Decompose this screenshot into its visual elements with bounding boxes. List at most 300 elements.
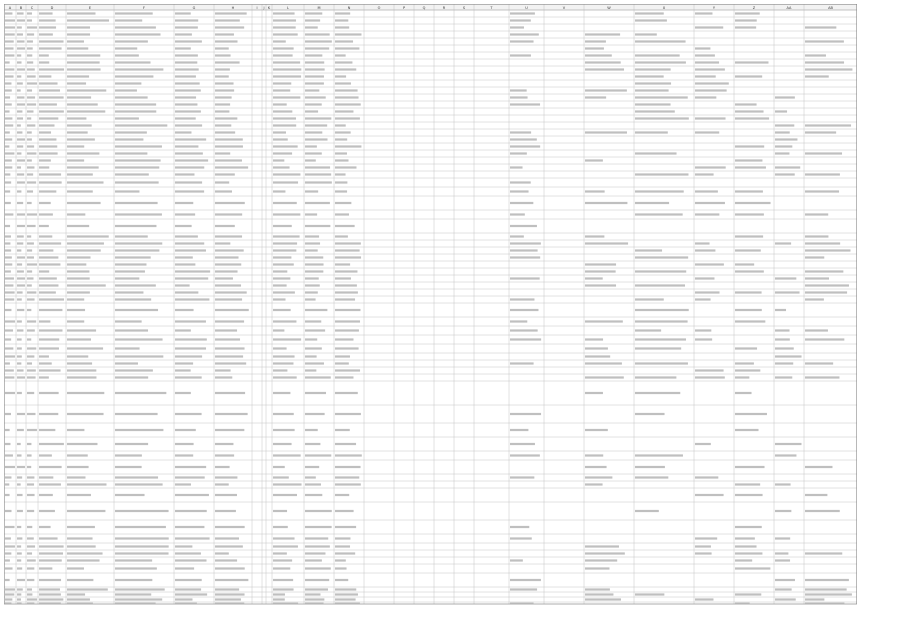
cell-text[interactable] (115, 124, 167, 126)
cell-text[interactable] (67, 12, 96, 14)
cell-text[interactable] (67, 89, 106, 91)
cell-text[interactable] (67, 537, 93, 539)
cell-text[interactable] (27, 494, 35, 496)
cell-text[interactable] (585, 68, 624, 70)
cell-text[interactable] (215, 376, 232, 378)
cell-text[interactable] (39, 579, 61, 581)
cell-text[interactable] (17, 277, 25, 279)
cell-text[interactable] (510, 225, 537, 227)
cell-text[interactable] (510, 454, 540, 456)
cell-text[interactable] (805, 242, 840, 244)
cell-text[interactable] (39, 131, 51, 133)
cell-text[interactable] (510, 40, 534, 42)
cell-text[interactable] (215, 75, 229, 77)
cell-text[interactable] (510, 96, 528, 98)
cell-text[interactable] (5, 117, 12, 119)
cell-text[interactable] (39, 190, 56, 192)
cell-text[interactable] (115, 476, 158, 478)
cell-text[interactable] (735, 494, 763, 496)
cell-text[interactable] (67, 362, 92, 364)
cell-text[interactable] (735, 413, 767, 415)
cell-text[interactable] (27, 320, 36, 322)
cell-text[interactable] (305, 225, 330, 227)
cell-text[interactable] (17, 159, 25, 161)
cell-text[interactable] (305, 537, 328, 539)
cell-text[interactable] (585, 61, 621, 63)
cell-text[interactable] (635, 413, 665, 415)
cell-text[interactable] (67, 329, 96, 331)
cell-text[interactable] (17, 249, 21, 251)
cell-text[interactable] (17, 181, 25, 183)
cell-text[interactable] (510, 298, 534, 300)
cell-text[interactable] (39, 12, 53, 14)
cell-text[interactable] (305, 263, 324, 265)
cell-text[interactable] (115, 166, 159, 168)
cell-text[interactable] (17, 40, 25, 42)
cell-text[interactable] (115, 284, 156, 286)
cell-text[interactable] (5, 552, 11, 554)
cell-text[interactable] (335, 369, 360, 371)
cell-text[interactable] (585, 545, 619, 547)
cell-text[interactable] (27, 117, 31, 119)
cell-text[interactable] (305, 309, 327, 311)
cell-text[interactable] (695, 537, 717, 539)
cell-text[interactable] (67, 593, 85, 595)
cell-text[interactable] (5, 75, 14, 77)
cell-text[interactable] (17, 362, 21, 364)
cell-text[interactable] (175, 476, 205, 478)
cell-text[interactable] (335, 33, 361, 35)
cell-text[interactable] (775, 242, 791, 244)
cell-text[interactable] (115, 26, 156, 28)
cell-text[interactable] (215, 369, 231, 371)
cell-text[interactable] (39, 26, 56, 28)
cell-text[interactable] (115, 103, 156, 105)
cell-text[interactable] (39, 117, 58, 119)
cell-text[interactable] (27, 173, 33, 175)
cell-text[interactable] (27, 103, 36, 105)
cell-text[interactable] (695, 329, 711, 331)
cell-text[interactable] (5, 152, 14, 154)
cell-text[interactable] (175, 347, 206, 349)
cell-text[interactable] (17, 263, 22, 265)
cell-text[interactable] (305, 256, 323, 258)
cell-text[interactable] (5, 443, 10, 445)
cell-text[interactable] (305, 103, 322, 105)
cell-text[interactable] (115, 96, 148, 98)
cell-text[interactable] (215, 362, 246, 364)
cell-text[interactable] (510, 588, 537, 590)
cell-text[interactable] (39, 483, 61, 485)
cell-text[interactable] (775, 329, 790, 331)
cell-text[interactable] (335, 476, 359, 478)
cell-text[interactable] (273, 263, 294, 265)
cell-text[interactable] (305, 494, 322, 496)
cell-text[interactable] (695, 249, 715, 251)
cell-text[interactable] (115, 567, 157, 569)
cell-text[interactable] (273, 249, 296, 251)
cell-text[interactable] (5, 598, 12, 600)
cell-text[interactable] (17, 54, 21, 56)
cell-text[interactable] (775, 152, 789, 154)
cell-text[interactable] (5, 33, 15, 35)
cell-text[interactable] (805, 75, 829, 77)
cell-text[interactable] (510, 202, 533, 204)
cell-text[interactable] (695, 68, 725, 70)
cell-text[interactable] (335, 242, 361, 244)
cell-text[interactable] (305, 82, 324, 84)
cell-text[interactable] (5, 96, 10, 98)
cell-text[interactable] (5, 12, 12, 14)
cell-text[interactable] (273, 40, 286, 42)
cell-text[interactable] (175, 483, 191, 485)
cell-text[interactable] (585, 376, 624, 378)
cell-text[interactable] (273, 54, 293, 56)
cell-text[interactable] (17, 443, 21, 445)
cell-text[interactable] (695, 213, 719, 215)
cell-text[interactable] (273, 145, 298, 147)
cell-text[interactable] (335, 483, 361, 485)
cell-text[interactable] (775, 559, 790, 561)
cell-text[interactable] (67, 96, 91, 98)
cell-text[interactable] (115, 47, 137, 49)
cell-text[interactable] (115, 75, 153, 77)
cell-text[interactable] (39, 202, 51, 204)
cell-text[interactable] (305, 190, 318, 192)
cell-text[interactable] (67, 392, 104, 394)
cell-text[interactable] (335, 256, 361, 258)
cell-text[interactable] (17, 526, 21, 528)
cell-text[interactable] (215, 559, 237, 561)
cell-text[interactable] (67, 369, 96, 371)
cell-text[interactable] (5, 355, 15, 357)
cell-text[interactable] (67, 19, 109, 21)
cell-text[interactable] (510, 320, 527, 322)
cell-text[interactable] (5, 309, 11, 311)
cell-text[interactable] (510, 12, 535, 14)
cell-text[interactable] (335, 277, 351, 279)
cell-text[interactable] (17, 598, 21, 600)
cell-text[interactable] (27, 537, 34, 539)
cell-text[interactable] (775, 173, 795, 175)
cell-text[interactable] (17, 537, 22, 539)
cell-text[interactable] (27, 579, 34, 581)
cell-text[interactable] (695, 277, 714, 279)
cell-text[interactable] (39, 54, 49, 56)
cell-text[interactable] (67, 124, 92, 126)
cell-text[interactable] (273, 47, 294, 49)
cell-text[interactable] (305, 213, 317, 215)
cell-text[interactable] (215, 124, 231, 126)
cell-text[interactable] (335, 443, 356, 445)
cell-text[interactable] (17, 376, 25, 378)
cell-text[interactable] (67, 225, 89, 227)
cell-text[interactable] (335, 202, 351, 204)
cell-text[interactable] (335, 249, 360, 251)
cell-text[interactable] (67, 270, 89, 272)
cell-text[interactable] (305, 559, 322, 561)
cell-text[interactable] (273, 593, 285, 595)
cell-text[interactable] (735, 545, 757, 547)
cell-text[interactable] (510, 559, 523, 561)
cell-text[interactable] (585, 483, 603, 485)
cell-text[interactable] (115, 173, 149, 175)
cell-text[interactable] (585, 235, 604, 237)
column-letter[interactable]: H (231, 6, 235, 10)
cell-text[interactable] (17, 82, 23, 84)
cell-text[interactable] (273, 166, 290, 168)
cell-text[interactable] (39, 96, 64, 98)
cell-text[interactable] (39, 545, 64, 547)
cell-text[interactable] (215, 47, 229, 49)
cell-text[interactable] (27, 33, 34, 35)
cell-text[interactable] (175, 429, 196, 431)
cell-text[interactable] (27, 75, 36, 77)
cell-text[interactable] (735, 362, 754, 364)
cell-text[interactable] (305, 588, 328, 590)
cell-text[interactable] (335, 117, 360, 119)
cell-text[interactable] (17, 131, 22, 133)
cell-text[interactable] (735, 320, 765, 322)
cell-text[interactable] (39, 284, 58, 286)
cell-text[interactable] (273, 68, 301, 70)
cell-text[interactable] (115, 537, 169, 539)
cell-text[interactable] (635, 173, 688, 175)
cell-text[interactable] (39, 338, 59, 340)
cell-text[interactable] (305, 552, 325, 554)
cell-text[interactable] (27, 225, 36, 227)
cell-text[interactable] (215, 320, 244, 322)
cell-text[interactable] (635, 454, 683, 456)
cell-text[interactable] (27, 466, 31, 468)
cell-text[interactable] (17, 33, 23, 35)
cell-text[interactable] (5, 249, 11, 251)
cell-text[interactable] (585, 347, 608, 349)
cell-text[interactable] (175, 159, 208, 161)
cell-text[interactable] (39, 559, 62, 561)
cell-text[interactable] (115, 309, 158, 311)
cell-text[interactable] (335, 152, 347, 154)
cell-text[interactable] (5, 40, 14, 42)
cell-text[interactable] (805, 270, 843, 272)
cell-text[interactable] (510, 309, 538, 311)
cell-text[interactable] (67, 145, 84, 147)
cell-text[interactable] (775, 588, 792, 590)
cell-text[interactable] (115, 54, 139, 56)
cell-text[interactable] (775, 309, 786, 311)
cell-text[interactable] (175, 152, 203, 154)
cell-text[interactable] (335, 173, 346, 175)
cell-text[interactable] (335, 593, 358, 595)
cell-text[interactable] (215, 510, 236, 512)
cell-text[interactable] (510, 329, 538, 331)
cell-text[interactable] (510, 256, 540, 258)
cell-text[interactable] (115, 338, 163, 340)
cell-text[interactable] (695, 117, 726, 119)
cell-text[interactable] (585, 559, 617, 561)
cell-text[interactable] (335, 225, 355, 227)
cell-text[interactable] (27, 526, 32, 528)
cell-text[interactable] (175, 96, 196, 98)
cell-text[interactable] (215, 347, 245, 349)
cell-text[interactable] (27, 588, 32, 590)
cell-text[interactable] (175, 277, 208, 279)
cell-text[interactable] (735, 202, 771, 204)
cell-text[interactable] (215, 567, 245, 569)
cell-text[interactable] (215, 309, 249, 311)
cell-text[interactable] (39, 68, 64, 70)
cell-text[interactable] (39, 291, 56, 293)
column-letter[interactable]: C (30, 6, 34, 10)
cell-text[interactable] (775, 579, 795, 581)
cell-text[interactable] (273, 567, 290, 569)
cell-text[interactable] (335, 96, 359, 98)
cell-text[interactable] (775, 510, 791, 512)
cell-text[interactable] (335, 559, 346, 561)
cell-text[interactable] (17, 284, 25, 286)
cell-text[interactable] (335, 603, 360, 604)
cell-text[interactable] (175, 181, 202, 183)
cell-text[interactable] (735, 75, 762, 77)
cell-text[interactable] (510, 181, 531, 183)
cell-text[interactable] (635, 68, 671, 70)
cell-text[interactable] (695, 443, 711, 445)
cell-text[interactable] (5, 19, 15, 21)
cell-text[interactable] (305, 443, 320, 445)
cell-text[interactable] (175, 537, 210, 539)
cell-text[interactable] (695, 263, 724, 265)
cell-text[interactable] (175, 117, 196, 119)
cell-text[interactable] (305, 466, 319, 468)
cell-text[interactable] (305, 369, 316, 371)
cell-text[interactable] (735, 291, 762, 293)
cell-text[interactable] (635, 202, 669, 204)
cell-text[interactable] (305, 603, 324, 604)
cell-text[interactable] (305, 362, 324, 364)
cell-text[interactable] (305, 235, 319, 237)
cell-text[interactable] (305, 181, 332, 183)
cell-text[interactable] (27, 145, 34, 147)
cell-text[interactable] (175, 413, 202, 415)
cell-text[interactable] (5, 362, 10, 364)
cell-text[interactable] (17, 298, 22, 300)
column-letter[interactable]: Z (752, 6, 756, 10)
cell-text[interactable] (67, 103, 98, 105)
cell-text[interactable] (5, 429, 10, 431)
cell-text[interactable] (695, 376, 725, 378)
cell-text[interactable] (27, 598, 37, 600)
cell-text[interactable] (175, 320, 206, 322)
cell-text[interactable] (39, 329, 62, 331)
cell-text[interactable] (735, 483, 760, 485)
cell-text[interactable] (510, 362, 534, 364)
cell-text[interactable] (5, 466, 15, 468)
cell-text[interactable] (215, 33, 234, 35)
cell-text[interactable] (585, 284, 616, 286)
cell-text[interactable] (39, 320, 50, 322)
cell-text[interactable] (335, 54, 346, 56)
cell-text[interactable] (39, 598, 63, 600)
cell-text[interactable] (215, 545, 243, 547)
cell-text[interactable] (67, 545, 96, 547)
cell-text[interactable] (305, 131, 322, 133)
cell-text[interactable] (335, 75, 346, 77)
cell-text[interactable] (5, 103, 12, 105)
cell-text[interactable] (775, 347, 794, 349)
cell-text[interactable] (273, 362, 293, 364)
cell-text[interactable] (510, 338, 541, 340)
cell-text[interactable] (305, 117, 331, 119)
cell-text[interactable] (39, 392, 59, 394)
cell-text[interactable] (273, 510, 287, 512)
cell-text[interactable] (305, 89, 319, 91)
cell-text[interactable] (27, 235, 31, 237)
column-letter[interactable]: AB (828, 6, 833, 10)
cell-text[interactable] (695, 545, 711, 547)
cell-text[interactable] (635, 190, 684, 192)
cell-text[interactable] (27, 329, 35, 331)
cell-text[interactable] (115, 213, 162, 215)
cell-text[interactable] (695, 12, 712, 14)
cell-text[interactable] (273, 110, 292, 112)
cell-text[interactable] (27, 338, 31, 340)
cell-text[interactable] (273, 338, 301, 340)
cell-text[interactable] (5, 190, 10, 192)
cell-text[interactable] (39, 213, 53, 215)
cell-text[interactable] (335, 413, 361, 415)
cell-text[interactable] (335, 284, 357, 286)
column-letter[interactable]: W (607, 6, 611, 10)
cell-text[interactable] (805, 603, 844, 604)
cell-text[interactable] (27, 26, 37, 28)
cell-text[interactable] (175, 579, 202, 581)
cell-text[interactable] (510, 277, 540, 279)
cell-text[interactable] (635, 270, 686, 272)
cell-text[interactable] (39, 110, 64, 112)
cell-text[interactable] (335, 329, 359, 331)
cell-text[interactable] (175, 443, 194, 445)
cell-text[interactable] (510, 54, 531, 56)
cell-text[interactable] (635, 510, 659, 512)
cell-text[interactable] (115, 68, 163, 70)
cell-text[interactable] (273, 242, 297, 244)
cell-text[interactable] (335, 166, 356, 168)
cell-text[interactable] (510, 26, 524, 28)
cell-text[interactable] (39, 552, 63, 554)
cell-text[interactable] (5, 483, 9, 485)
cell-text[interactable] (17, 347, 22, 349)
cell-text[interactable] (215, 466, 230, 468)
cell-text[interactable] (67, 61, 100, 63)
cell-text[interactable] (39, 40, 64, 42)
column-letter[interactable]: B (19, 6, 23, 10)
cell-text[interactable] (67, 40, 84, 42)
cell-text[interactable] (5, 559, 10, 561)
cell-text[interactable] (115, 152, 147, 154)
cell-text[interactable] (305, 320, 321, 322)
cell-text[interactable] (775, 131, 790, 133)
cell-text[interactable] (115, 110, 156, 112)
cell-text[interactable] (175, 392, 191, 394)
cell-text[interactable] (175, 338, 207, 340)
cell-text[interactable] (695, 598, 713, 600)
cell-text[interactable] (17, 173, 24, 175)
cell-text[interactable] (175, 603, 197, 604)
cell-text[interactable] (27, 159, 32, 161)
cell-text[interactable] (775, 355, 802, 357)
cell-text[interactable] (215, 429, 244, 431)
cell-text[interactable] (273, 291, 295, 293)
